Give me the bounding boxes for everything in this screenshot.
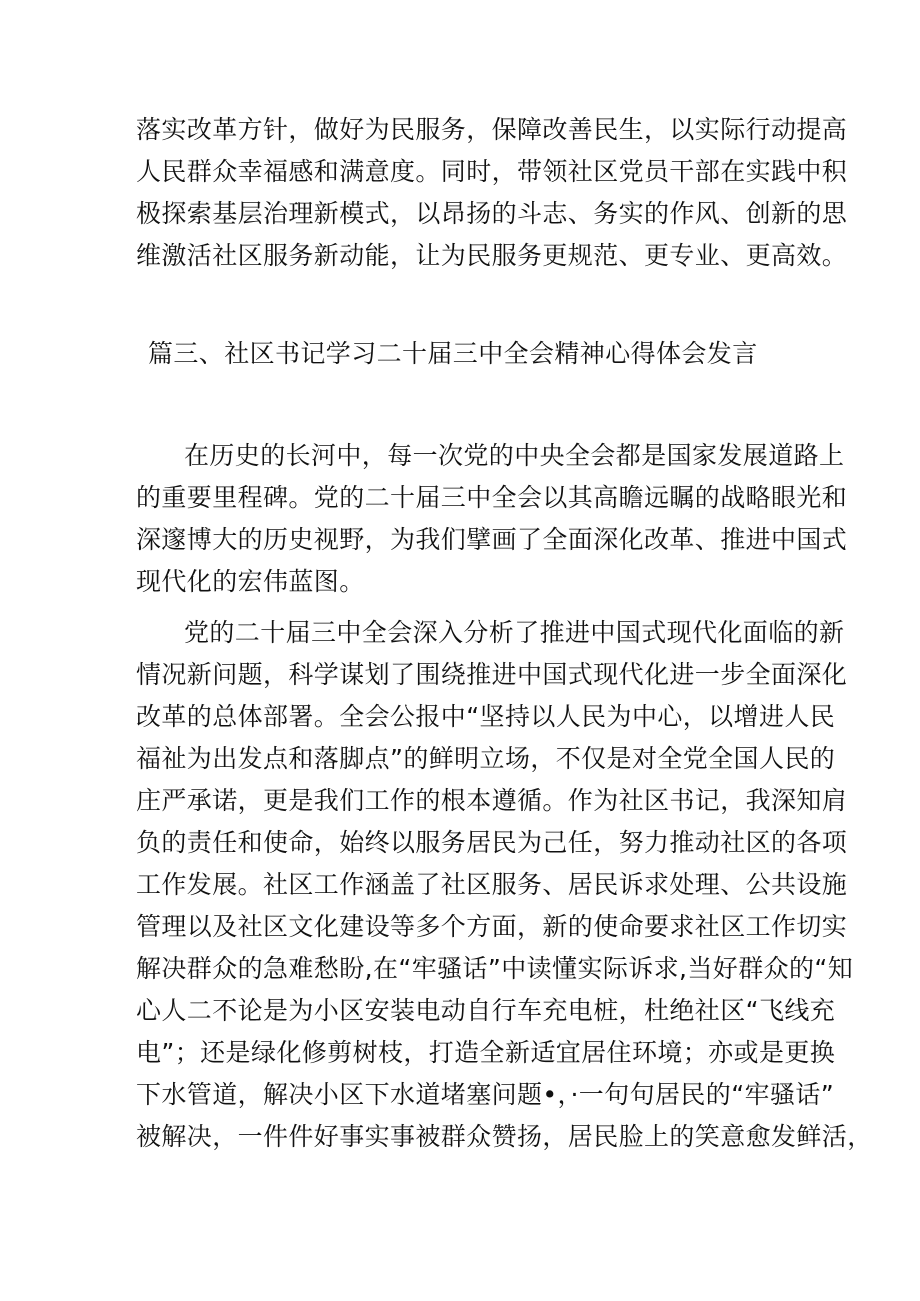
- text-line: 庄严承诺，更是我们工作的根本遵循。作为社区书记，我深知肩: [136, 786, 848, 815]
- text-line: 解决群众的急难愁盼,在“牢骚话”中读懂实际诉求,当好群众的“知: [136, 954, 854, 983]
- text-line: 的重要里程碑。党的二十届三中全会以其高瞻远瞩的战略眼光和: [136, 483, 848, 512]
- text-line: 在历史的长河中，每一次党的中央全会都是国家发展道路上: [184, 441, 845, 470]
- text-line: 工作发展。社区工作涵盖了社区服务、居民诉求处理、公共设施: [136, 870, 848, 899]
- text-line: 落实改革方针，做好为民服务，保障改善民生，以实际行动提高: [136, 115, 848, 144]
- text-line: 人民群众幸福感和满意度。同时，带领社区党员干部在实践中积: [136, 157, 848, 186]
- text-line: 改革的总体部署。全会公报中“坚持以人民为中心，以增进人民: [136, 702, 836, 731]
- text-line: 心人二不论是为小区安装电动自行车充电桩，杜绝社区“飞线充: [136, 996, 836, 1025]
- section-title: 篇三、社区书记学习二十届三中全会精神心得体会发言: [148, 339, 758, 368]
- text-line: 福祉为出发点和落脚点”的鲜明立场，不仅是对全党全国人民的: [136, 744, 836, 773]
- text-line: 维激活社区服务新动能，让为民服务更规范、更专业、更高效。: [136, 241, 848, 270]
- text-line: 负的责任和使命，始终以服务居民为己任，努力推动社区的各项: [136, 828, 848, 857]
- text-line: 电”；还是绿化修剪树枝，打造全新适宜居住环境；亦或是更换: [136, 1038, 836, 1067]
- text-line: 现代化的宏伟蓝图。: [136, 567, 365, 596]
- text-line: 被解决，一件件好事实事被群众赞扬，居民脸上的笑意愈发鲜活，: [136, 1122, 873, 1151]
- text-line: 情况新问题，科学谋划了围绕推进中国式现代化进一步全面深化: [136, 660, 848, 689]
- text-line: 深邃博大的历史视野，为我们擘画了全面深化改革、推进中国式: [136, 525, 848, 554]
- text-line: 管理以及社区文化建设等多个方面，新的使命要求社区工作切实: [136, 912, 848, 941]
- text-line: 党的二十届三中全会深入分析了推进中国式现代化面临的新: [184, 618, 845, 647]
- text-line: 下水管道，解决小区下水道堵塞问题•，·一句句居民的“牢骚话”: [136, 1080, 835, 1109]
- text-line: 极探索基层治理新模式，以昂扬的斗志、务实的作风、创新的思: [136, 199, 848, 228]
